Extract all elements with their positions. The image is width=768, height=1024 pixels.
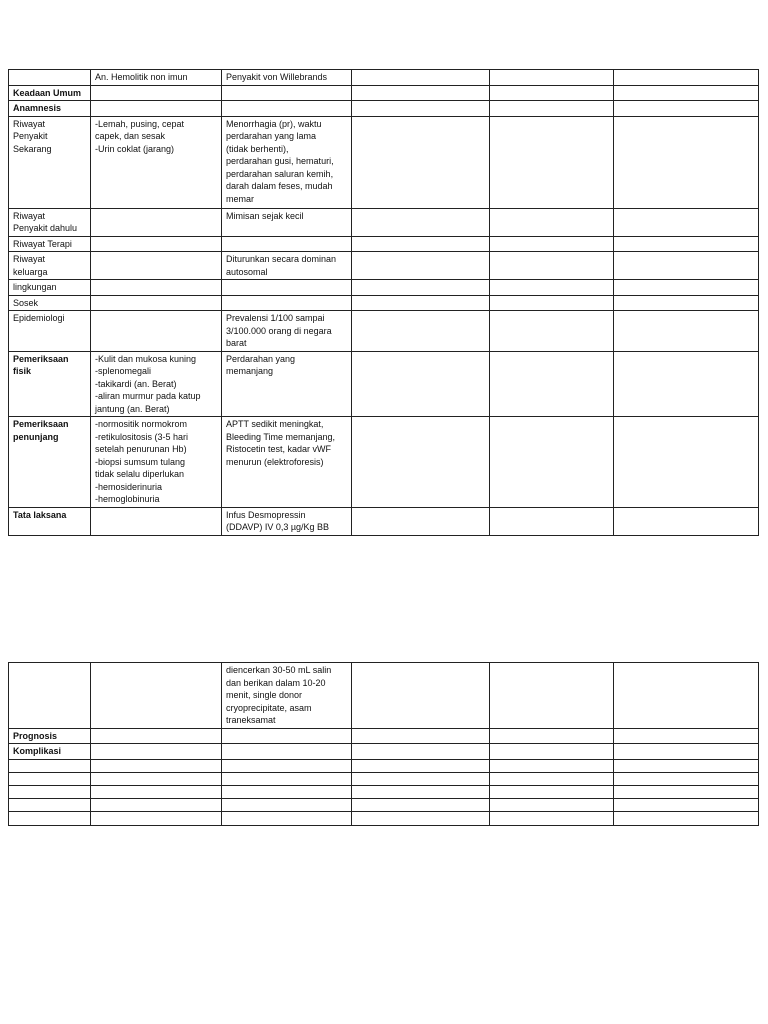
cell-empty — [614, 663, 759, 729]
cell-empty — [490, 208, 614, 236]
cell-hemolitik — [91, 772, 222, 785]
cell-empty — [490, 85, 614, 101]
cell-empty — [490, 663, 614, 729]
cell-empty — [490, 295, 614, 311]
cell-von-willebrands — [222, 101, 352, 117]
cell-empty — [614, 208, 759, 236]
cell-empty — [352, 295, 490, 311]
row-label: Tata laksana — [9, 507, 91, 535]
cell-empty — [352, 351, 490, 417]
cell-empty — [490, 236, 614, 252]
header-cell-empty — [490, 70, 614, 86]
cell-empty — [614, 311, 759, 352]
cell-hemolitik: -normositik normokrom -retikulositosis (3-5 hari setelah penurunan Hb) -biopsi sumsum tulang tidak selalu diperlukan -hemosiderinuria -hemoglobinuria — [91, 417, 222, 508]
continuation-table — [8, 662, 759, 826]
row-label — [9, 772, 91, 785]
table-row — [9, 772, 759, 785]
table-header-row — [9, 70, 759, 86]
cell-empty — [614, 798, 759, 811]
cell-empty — [490, 116, 614, 208]
cell-empty — [352, 798, 490, 811]
cell-empty — [352, 759, 490, 772]
table-row — [9, 280, 759, 296]
table-row — [9, 744, 759, 760]
table-row — [9, 785, 759, 798]
cell-empty — [490, 252, 614, 280]
cell-empty — [352, 744, 490, 760]
cell-hemolitik — [91, 252, 222, 280]
cell-empty — [490, 772, 614, 785]
table-row — [9, 759, 759, 772]
row-label: Prognosis — [9, 728, 91, 744]
cell-empty — [614, 728, 759, 744]
table-row — [9, 252, 759, 280]
cell-empty — [490, 351, 614, 417]
row-label — [9, 759, 91, 772]
table-row — [9, 811, 759, 825]
cell-hemolitik — [91, 744, 222, 760]
comparison-table — [8, 69, 759, 536]
cell-von-willebrands: Menorrhagia (pr), waktu perdarahan yang lama (tidak berhenti), perdarahan gusi, hematuri, perdarahan saluran kemih, darah dalam feses, mudah memar — [222, 116, 352, 208]
cell-empty — [490, 507, 614, 535]
cell-empty — [490, 101, 614, 117]
row-label: Pemeriksaan penunjang — [9, 417, 91, 508]
cell-hemolitik — [91, 208, 222, 236]
cell-von-willebrands: Diturunkan secara dominan autosomal — [222, 252, 352, 280]
cell-empty — [614, 759, 759, 772]
table-row — [9, 85, 759, 101]
cell-empty — [352, 85, 490, 101]
table-row — [9, 295, 759, 311]
cell-empty — [352, 252, 490, 280]
table-row — [9, 728, 759, 744]
cell-empty — [352, 728, 490, 744]
table-row — [9, 417, 759, 508]
table-row — [9, 663, 759, 729]
cell-empty — [352, 101, 490, 117]
cell-empty — [490, 728, 614, 744]
cell-hemolitik — [91, 280, 222, 296]
row-label: Riwayat Terapi — [9, 236, 91, 252]
cell-von-willebrands — [222, 811, 352, 825]
table-row — [9, 798, 759, 811]
header-von-willebrands: Penyakit von Willebrands — [222, 70, 352, 86]
table-row — [9, 101, 759, 117]
cell-empty — [614, 252, 759, 280]
cell-hemolitik: -Kulit dan mukosa kuning -splenomegali -takikardi (an. Berat) -aliran murmur pada katup jantung (an. Berat) — [91, 351, 222, 417]
table-row — [9, 116, 759, 208]
cell-empty — [614, 295, 759, 311]
cell-hemolitik — [91, 759, 222, 772]
cell-hemolitik — [91, 85, 222, 101]
cell-von-willebrands — [222, 236, 352, 252]
cell-von-willebrands — [222, 728, 352, 744]
cell-empty — [352, 772, 490, 785]
row-label: Riwayat Penyakit Sekarang — [9, 116, 91, 208]
cell-hemolitik: -Lemah, pusing, cepat capek, dan sesak -Urin coklat (jarang) — [91, 116, 222, 208]
header-cell-empty — [614, 70, 759, 86]
cell-empty — [352, 507, 490, 535]
row-label: Epidemiologi — [9, 311, 91, 352]
cell-hemolitik — [91, 507, 222, 535]
cell-empty — [490, 759, 614, 772]
cell-von-willebrands — [222, 772, 352, 785]
cell-empty — [352, 280, 490, 296]
table-row — [9, 507, 759, 535]
cell-empty — [352, 663, 490, 729]
cell-empty — [614, 744, 759, 760]
cell-empty — [352, 116, 490, 208]
row-label: lingkungan — [9, 280, 91, 296]
cell-empty — [614, 101, 759, 117]
cell-hemolitik — [91, 236, 222, 252]
cell-empty — [614, 785, 759, 798]
cell-von-willebrands — [222, 759, 352, 772]
cell-hemolitik — [91, 798, 222, 811]
row-label — [9, 811, 91, 825]
cell-von-willebrands — [222, 744, 352, 760]
cell-empty — [490, 798, 614, 811]
row-label: Riwayat keluarga — [9, 252, 91, 280]
cell-hemolitik — [91, 728, 222, 744]
cell-hemolitik — [91, 785, 222, 798]
cell-empty — [352, 236, 490, 252]
row-label — [9, 785, 91, 798]
comparison-table-body — [9, 70, 759, 536]
cell-empty — [352, 785, 490, 798]
cell-empty — [614, 507, 759, 535]
table-row — [9, 236, 759, 252]
cell-empty — [614, 417, 759, 508]
header-cell-empty — [352, 70, 490, 86]
table-row — [9, 311, 759, 352]
cell-empty — [614, 116, 759, 208]
cell-von-willebrands — [222, 785, 352, 798]
cell-von-willebrands: Prevalensi 1/100 sampai 3/100.000 orang di negara barat — [222, 311, 352, 352]
cell-empty — [614, 811, 759, 825]
cell-hemolitik — [91, 101, 222, 117]
header-cell-empty — [9, 70, 91, 86]
row-label — [9, 663, 91, 729]
cell-empty — [490, 811, 614, 825]
cell-empty — [614, 85, 759, 101]
header-hemolitik: An. Hemolitik non imun — [91, 70, 222, 86]
cell-empty — [490, 417, 614, 508]
cell-von-willebrands: APTT sedikit meningkat, Bleeding Time memanjang, Ristocetin test, kadar vWF menurun (elektroforesis) — [222, 417, 352, 508]
row-label — [9, 798, 91, 811]
cell-empty — [490, 785, 614, 798]
cell-empty — [490, 744, 614, 760]
cell-empty — [614, 280, 759, 296]
cell-hemolitik — [91, 663, 222, 729]
row-label: Riwayat Penyakit dahulu — [9, 208, 91, 236]
cell-hemolitik — [91, 811, 222, 825]
cell-empty — [490, 311, 614, 352]
row-label: Komplikasi — [9, 744, 91, 760]
row-label: Anamnesis — [9, 101, 91, 117]
cell-empty — [352, 311, 490, 352]
cell-empty — [614, 351, 759, 417]
cell-von-willebrands — [222, 85, 352, 101]
cell-von-willebrands — [222, 295, 352, 311]
cell-von-willebrands: Infus Desmopressin (DDAVP) IV 0,3 µg/Kg BB — [222, 507, 352, 535]
cell-von-willebrands: diencerkan 30-50 mL salin dan berikan dalam 10-20 menit, single donor cryoprecipitate, asam traneksamat — [222, 663, 352, 729]
continuation-table-body — [9, 663, 759, 826]
cell-empty — [352, 417, 490, 508]
row-label: Keadaan Umum — [9, 85, 91, 101]
cell-empty — [352, 811, 490, 825]
cell-empty — [352, 208, 490, 236]
cell-empty — [614, 772, 759, 785]
table-row — [9, 208, 759, 236]
cell-empty — [490, 280, 614, 296]
cell-hemolitik — [91, 311, 222, 352]
cell-von-willebrands — [222, 280, 352, 296]
cell-von-willebrands: Perdarahan yang memanjang — [222, 351, 352, 417]
cell-empty — [614, 236, 759, 252]
cell-von-willebrands: Mimisan sejak kecil — [222, 208, 352, 236]
cell-von-willebrands — [222, 798, 352, 811]
cell-hemolitik — [91, 295, 222, 311]
row-label: Sosek — [9, 295, 91, 311]
table-row — [9, 351, 759, 417]
row-label: Pemeriksaan fisik — [9, 351, 91, 417]
